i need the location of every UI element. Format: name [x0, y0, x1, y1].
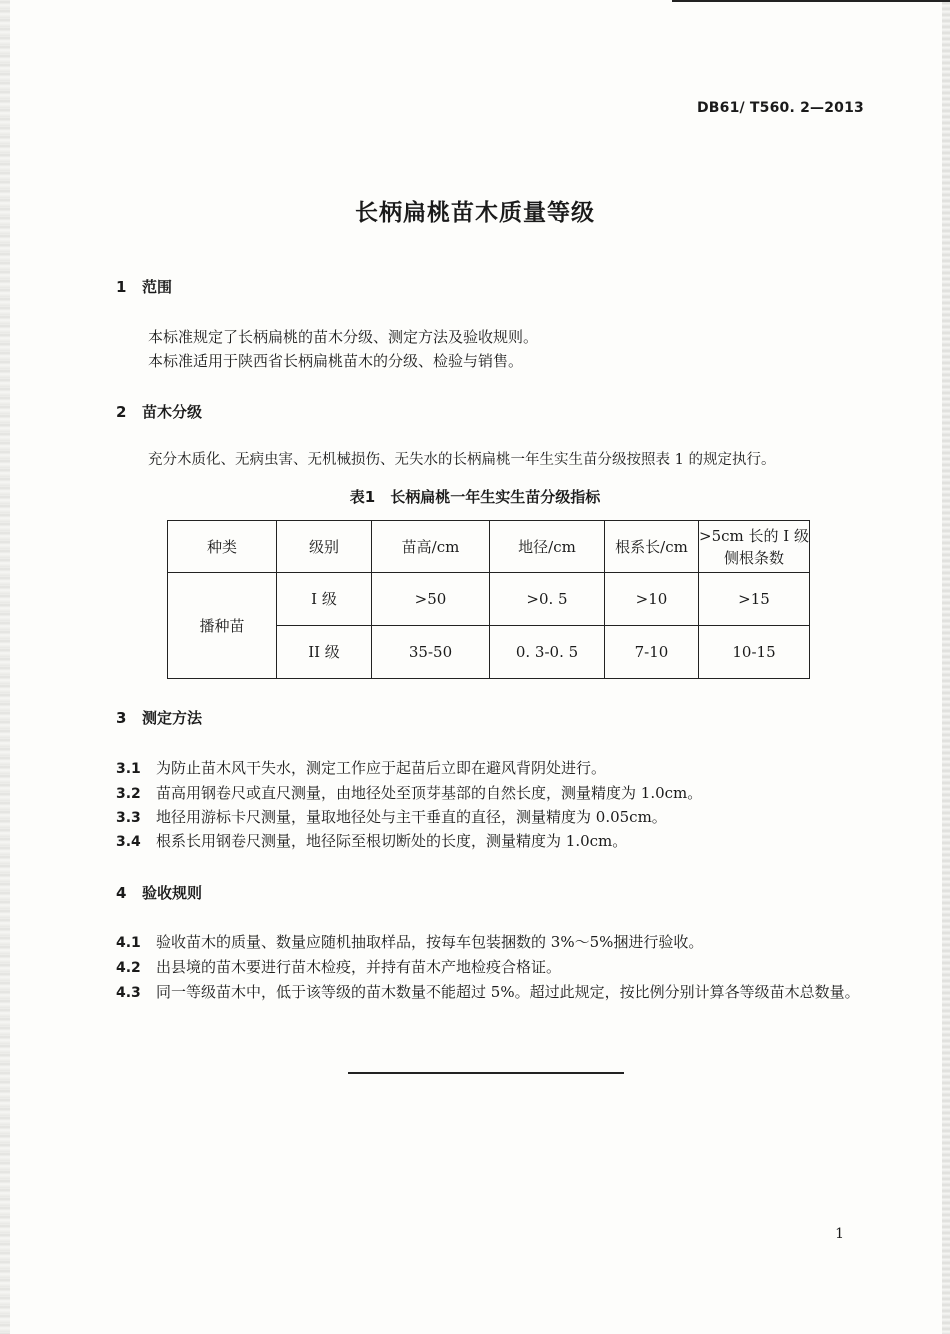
table-cell: >50 [372, 573, 490, 626]
item-number: 4.3 [116, 985, 141, 1001]
item-text: 出县境的苗木要进行苗木检疫，并持有苗木产地检疫合格证。 [156, 958, 562, 976]
table-cell: >0. 5 [490, 573, 605, 626]
method-item [116, 755, 866, 782]
section-number: 2 [116, 403, 127, 421]
section-title: 测定方法 [142, 709, 203, 727]
table-header-row [168, 521, 810, 573]
section-heading-scope [116, 276, 172, 297]
acceptance-item [116, 929, 866, 956]
item-text: 苗高用钢卷尺或直尺测量，由地径处至顶芽基部的自然长度，测量精度为 1.0cm。 [156, 784, 703, 802]
header-cell: 苗高/cm [372, 521, 490, 573]
header-cell: 种类 [168, 521, 277, 573]
grading-table [167, 520, 810, 679]
item-text: 根系长用钢卷尺测量，地径际至根切断处的长度，测量精度为 1.0cm。 [156, 832, 628, 850]
header-cell: 级别 [277, 521, 372, 573]
end-rule [348, 1072, 624, 1074]
header-cell: 地径/cm [490, 521, 605, 573]
grading-paragraph: 充分木质化、无病虫害、无机械损伤、无失水的长柄扁桃一年生实生苗分级按照表 1 的规定执行。 [148, 452, 776, 468]
table-cell: >10 [605, 573, 699, 626]
table-cell: II 级 [277, 626, 372, 679]
section-title: 苗木分级 [142, 403, 203, 421]
section-number: 3 [116, 709, 127, 727]
top-rule [672, 0, 950, 2]
section-heading-grading [116, 401, 202, 422]
acceptance-item [116, 954, 866, 981]
item-text: 为防止苗木风干失水，测定工作应于起苗后立即在避风背阴处进行。 [156, 759, 607, 777]
item-number: 3.2 [116, 786, 141, 802]
item-number: 4.2 [116, 960, 141, 976]
section-title: 验收规则 [142, 884, 203, 902]
section-number: 1 [116, 278, 127, 296]
table-cell: I 级 [277, 573, 372, 626]
header-cell: 根系长/cm [605, 521, 699, 573]
table-cell: >15 [699, 573, 810, 626]
table-caption: 表1 长柄扁桃一年生实生苗分级指标 [349, 488, 601, 506]
section-title: 范围 [142, 278, 173, 296]
table-cell: 7-10 [605, 626, 699, 679]
standard-code: DB61/ T560. 2—2013 [696, 100, 864, 116]
item-text: 验收苗木的质量、数量应随机抽取样品，按每车包装捆数的 3%～5%捆进行验收。 [156, 933, 704, 951]
method-item [116, 780, 866, 807]
item-number: 3.4 [116, 834, 141, 850]
method-item [116, 828, 866, 855]
method-item [116, 804, 866, 831]
document-title: 长柄扁桃苗木质量等级 [355, 200, 595, 226]
item-number: 3.1 [116, 761, 141, 777]
section-number: 4 [116, 884, 127, 902]
item-number: 4.1 [116, 935, 141, 951]
scope-paragraph [148, 325, 538, 373]
section-heading-acceptance [116, 882, 202, 903]
page-number: 1 [835, 1226, 844, 1242]
type-cell: 播种苗 [168, 573, 277, 679]
section-heading-methods [116, 707, 202, 728]
scope-line-2: 本标准适用于陕西省长柄扁桃苗木的分级、检验与销售。 [148, 352, 524, 370]
table-row [168, 573, 810, 626]
table-cell: 10-15 [699, 626, 810, 679]
item-number: 3.3 [116, 810, 141, 826]
item-text: 地径用游标卡尺测量，量取地径处与主干垂直的直径，测量精度为 0.05cm。 [156, 808, 667, 826]
table-cell: 0. 3-0. 5 [490, 626, 605, 679]
table-cell: 35-50 [372, 626, 490, 679]
scope-line-1: 本标准规定了长柄扁桃的苗木分级、测定方法及验收规则。 [148, 328, 539, 346]
acceptance-item [116, 979, 866, 1006]
item-text: 同一等级苗木中，低于该等级的苗木数量不能超过 5%。超过此规定，按比例分别计算各等级苗木总数量。 [156, 983, 860, 1001]
header-cell: >5cm 长的 I 级侧根条数 [699, 521, 810, 573]
